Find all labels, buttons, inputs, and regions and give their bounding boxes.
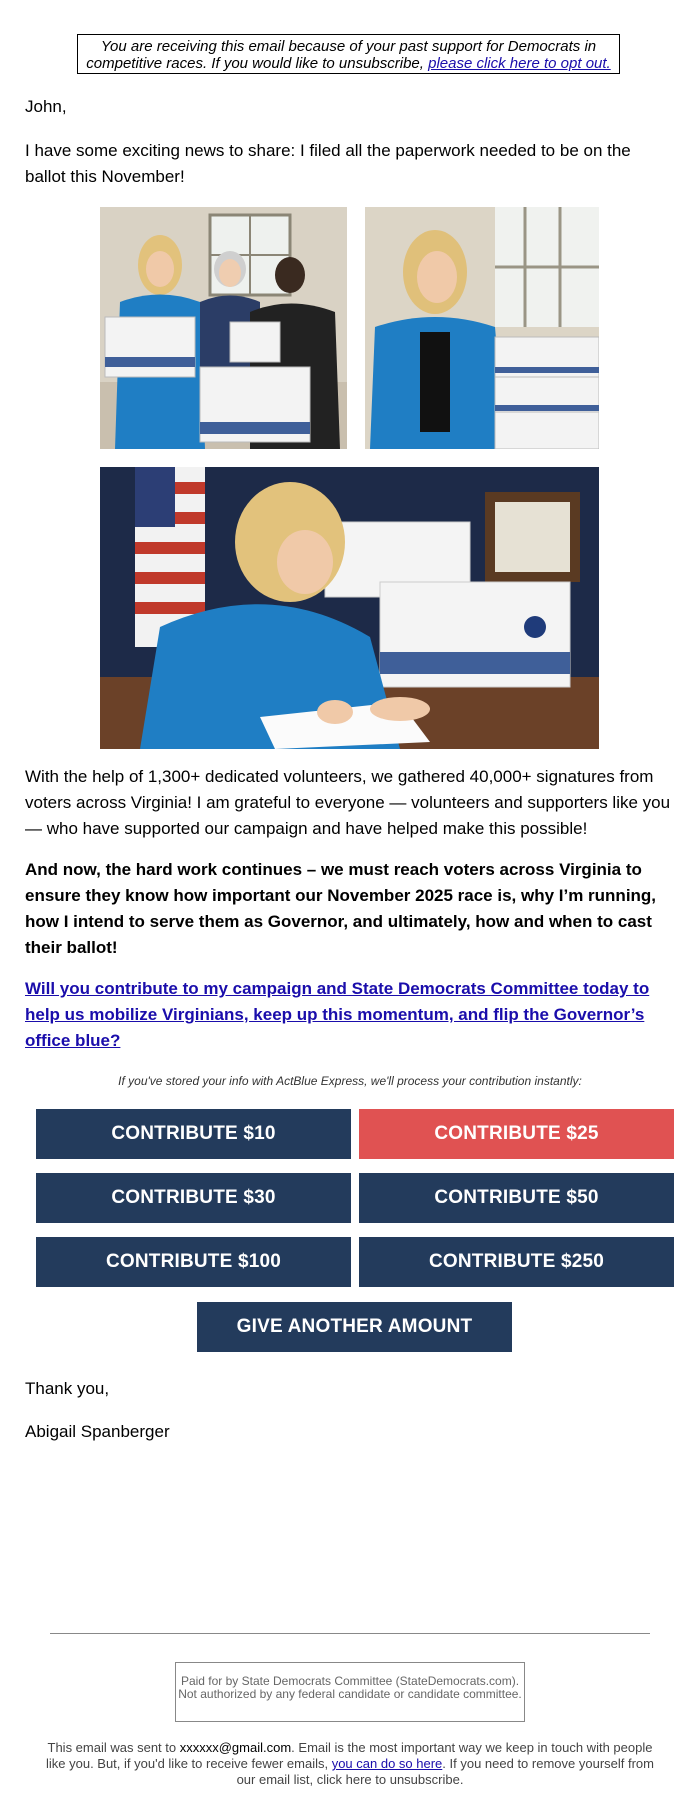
photo-candidate-with-boxes (365, 207, 599, 449)
signature: Abigail Spanberger (25, 1422, 170, 1441)
fewer-emails-link[interactable]: you can do so here (331, 1756, 443, 1771)
give-another-amount-button[interactable]: GIVE ANOTHER AMOUNT (197, 1302, 512, 1352)
volunteers-paragraph: With the help of 1,300+ dedicated volunteers, we gathered 40,000+ signatures from voters across Virginia! I am grateful to everyone — volunteers and supporters like you — who have supported our campaign and have helped make this possible! (25, 767, 671, 838)
contribute-10-button[interactable]: CONTRIBUTE $10 (36, 1109, 351, 1159)
opt-out-link[interactable]: please click here to opt out. (428, 55, 611, 72)
contribute-ask (25, 976, 675, 1054)
footer-mid: . Email is the most important way we keep in touch with people like you. But, if you'd like to receive fewer emails, (45, 1740, 653, 1771)
recipient-email: xxxxxx@gmail.com (179, 1740, 292, 1755)
contribute-250-button[interactable]: CONTRIBUTE $250 (359, 1237, 674, 1287)
hard-work-paragraph: And now, the hard work continues – we must reach voters across Virginia to ensure they know how important our November 2025 race is, why I’m running, how I intend to serve them as Governor, and ultimately, how and when to cast their ballot! (25, 860, 657, 957)
intro-paragraph: I have some exciting news to share: I filed all the paperwork needed to be on the ballot this November! (25, 141, 631, 186)
contribute-100-button[interactable]: CONTRIBUTE $100 (36, 1237, 351, 1287)
signoff: Thank you, (25, 1379, 110, 1398)
contribute-ask-link[interactable]: Will you contribute to my campaign and State Democrats Committee today to help us mobilize Virginians, keep up this momentum, and flip the Governor’s office blue? (25, 979, 650, 1050)
contribute-30-button[interactable]: CONTRIBUTE $30 (36, 1173, 351, 1223)
unsubscribe-notice (77, 34, 620, 74)
photo-volunteers-with-boxes (100, 207, 347, 449)
footer-sent-prefix: This email was sent to (47, 1740, 180, 1755)
actblue-express-note: If you've stored your info with ActBlue Express, we'll process your contribution instantly: (118, 1074, 582, 1088)
footer-suffix: . If you need to remove yourself from our email list, click here to unsubscribe. (236, 1756, 654, 1787)
notice-text: You are receiving this email because of your past support for Democrats in competitive races. If you would like to unsubscribe, (86, 38, 597, 72)
footer-text (40, 1740, 660, 1788)
paid-for-disclaimer: Paid for by State Democrats Committee (StateDemocrats.com). Not authorized by any federal candidate or candidate committee. (175, 1662, 525, 1722)
photo-candidate-signing (100, 467, 599, 749)
greeting: John, (25, 97, 67, 116)
footer-divider (50, 1633, 650, 1634)
contribute-25-button[interactable]: CONTRIBUTE $25 (359, 1109, 674, 1159)
contribute-50-button[interactable]: CONTRIBUTE $50 (359, 1173, 674, 1223)
